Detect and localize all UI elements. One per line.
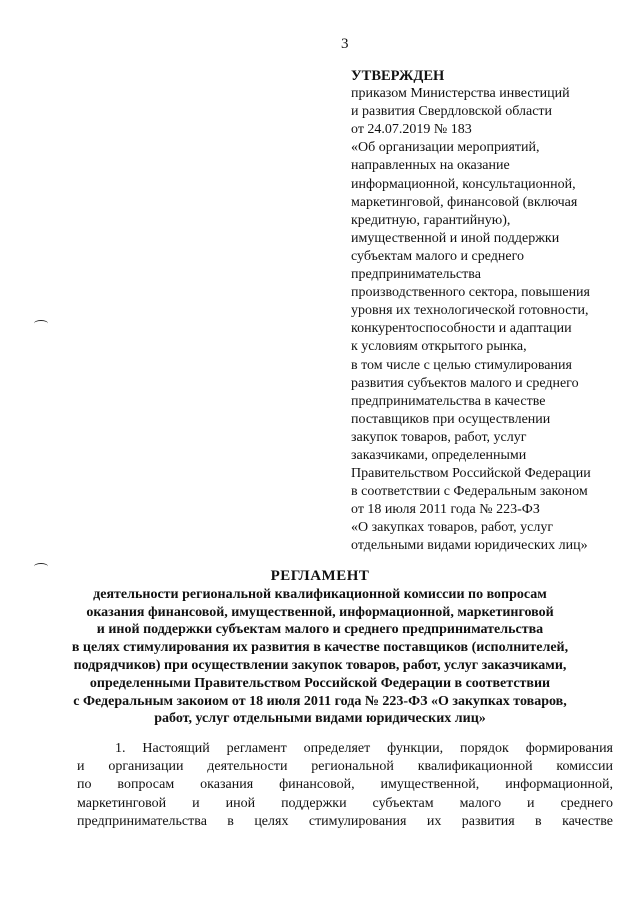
regulation-title: РЕГЛАМЕНТ [270,568,370,584]
approval-line: приказом Министерства инвестиций [351,86,570,102]
approval-line: в соответствии с Федеральным законом [351,484,588,500]
page-number: 3 [341,36,349,52]
approval-heading: УТВЕРЖДЕН [351,68,445,84]
approval-line: поставщиков при осуществлении [351,411,551,427]
approval-block [351,67,631,556]
regulation-subtitle-line: и иной поддержки субъектам малого и среднего предпринимательства [96,622,544,638]
approval-line: маркетинговой, финансовой (включая [351,194,578,210]
body-line: предпринимательства в целях стимулирования их развития в качестве [77,813,613,829]
approval-line: уровня их технологической готовности, [351,303,589,319]
body-line: 1. Настоящий регламент определяет функции, порядок формирования [115,741,613,756]
approval-line: информационной, консультационной, [351,176,576,192]
approval-line: к условиям открытого рынка, [351,339,527,355]
body-paragraph [77,740,613,831]
approval-line: Правительством Российской Федерации [351,466,591,482]
regulation-subtitle-line: в целях стимулирования их развития в качестве поставщиков (исполнителей, [71,640,569,656]
approval-line: субъектам малого и среднего [351,248,524,264]
regulation-subtitle-line: работ, услуг отдельными видами юридических лиц» [154,711,486,727]
body-line: маркетинговой и иной поддержки субъектам малого и среднего [77,795,613,811]
approval-line: и развития Свердловской области [351,104,553,120]
approval-line: закупок товаров, работ, услуг [351,429,527,445]
regulation-title-block [20,568,620,728]
approval-line: предпринимательства в качестве [351,393,546,409]
approval-line: предпринимательства [351,267,481,283]
hole-punch-mark [34,320,48,327]
regulation-subtitle-line: деятельности региональной квалификационной комиссии по вопросам [93,586,547,602]
regulation-subtitle-line: оказания финансовой, имущественной, информационной, маркетинговой [86,604,554,620]
approval-line: отдельными видами юридических лиц» [351,538,588,554]
body-line: по вопросам оказания финансовой, имущественной, информационной, [77,777,613,793]
approval-line: от 18 июля 2011 года № 223-ФЗ [351,502,540,518]
regulation-subtitle-line: определенными Правительством Российской Федерации в соответствии [89,675,551,691]
approval-line: конкурентоспособности и адаптации [351,321,572,337]
body-line: и организации деятельности региональной квалификационной комиссии [77,759,613,775]
approval-line: направленных на оказание [351,158,510,174]
approval-line: развития субъектов малого и среднего [351,375,579,391]
regulation-subtitle-line: подрядчиков) при осуществлении закупок товаров, работ, услуг заказчиками, [73,657,567,673]
approval-line: заказчиками, определенными [351,447,527,463]
regulation-subtitle-line: с Федеральным закоиом от 18 июля 2011 года № 223-ФЗ «О закупках товаров, [73,693,567,709]
approval-line: в том числе с целью стимулирования [351,357,572,373]
approval-line: от 24.07.2019 № 183 [351,122,472,138]
approval-line: кредитную, гарантийную), [351,212,511,228]
approval-line: имущественной и иной поддержки [351,230,560,246]
approval-line: «Об организации мероприятий, [351,140,540,156]
approval-line: «О закупках товаров, работ, услуг [351,520,554,536]
approval-line: производственного сектора, повышения [351,285,590,301]
